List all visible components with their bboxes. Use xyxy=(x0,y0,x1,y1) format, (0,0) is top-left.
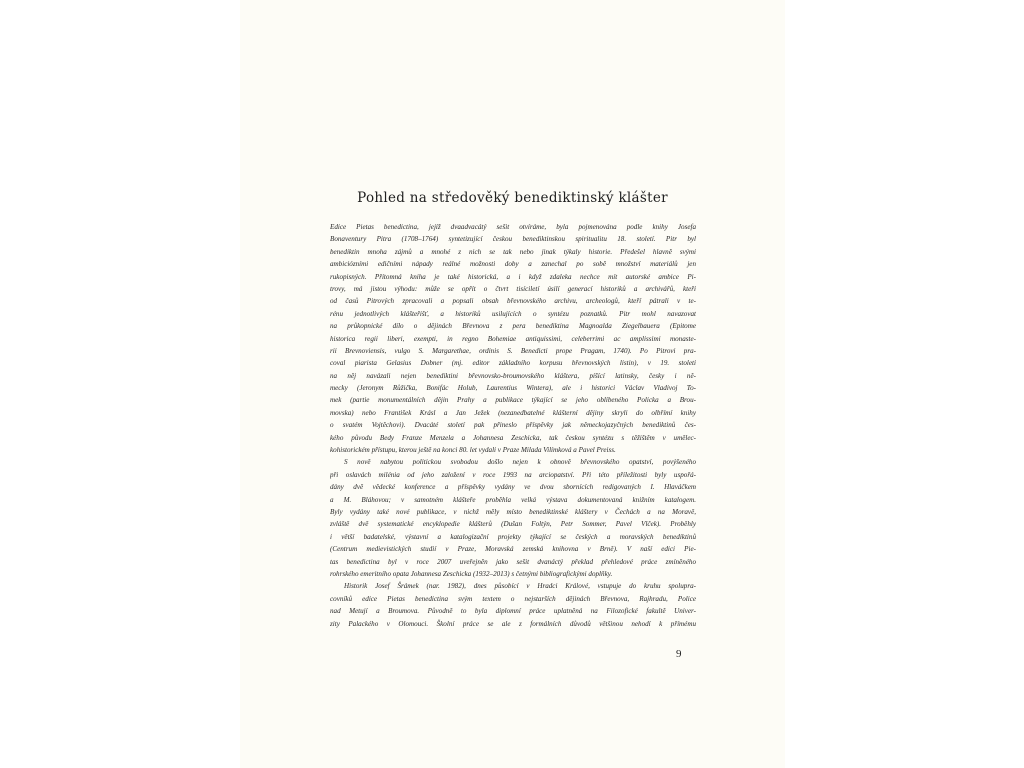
text-line: tas benedictina byl v roce 2007 uveřejněn jako sešit dvanáctý překlad přehledové práce zmíněného xyxy=(330,557,696,566)
text-line: dány dvě vědecké konference a příspěvky vydány ve dvou sbornících redigovaných I. Hlaváčkem xyxy=(330,483,696,492)
page-number: 9 xyxy=(676,648,682,660)
text-line: historica regii liberi, exempti, in regno Bohemiae antiquissimi, celeberrimi ac amplissimi monaste- xyxy=(330,334,696,343)
text-line: rii Brevnoviensis, vulgo S. Margarethae, ordinis S. Benedicti prope Pragam, 1740). Po Pitrovi pra- xyxy=(330,346,696,355)
text-line: na průkopnické dílo o dějinách Břevnova z pera benediktina Magnoalda Ziegelbauera (Epitome xyxy=(330,322,696,331)
text-line: coval piarista Gelasius Dobner (mj. editor základního korpusu břevnovských listin), v 19. století xyxy=(330,359,696,368)
text-line: rohrského emeritního opata Johannesa Zeschicka (1932–2013) s četnými bibliografickými doplňky. xyxy=(330,569,613,578)
text-line: trovy, má jistou výhodu: může se opřít o čtvrt tisíciletí úsilí generací historiků a archivářů, kteří xyxy=(330,284,696,293)
body-text xyxy=(330,221,696,630)
text-line: mecky (Jeronym Růžička, Bonifác Holub, Laurentius Wintera), ale i historici Václav Vladivoj To- xyxy=(330,384,696,393)
text-line: o svatém Vojtěchovi). Dvacáté století pak přineslo příspěvky jak německojazyčných benediktinů čes- xyxy=(330,421,696,430)
text-line: kého původu Bedy Franze Menzela a Johannesa Zeschicka, tak českou syntézu s těžištěm v umělec- xyxy=(330,433,696,442)
text-line: rukopisných. Přítomná kniha je také historická, a i když zdaleka nechce mít autorské ambice Pi- xyxy=(330,272,696,281)
text-line: nad Metují a Broumova. Původně to byla diplomní práce uplatněná na Filozofické fakultě Univer- xyxy=(330,607,696,616)
text-line: covníků edice Pietas benedictina svým textem o nejstarších dějinách Břevnova, Rajhradu, Police xyxy=(330,594,696,603)
text-line: na něj navázali nejen benediktini břevnovsko-broumovského kláštera, píšící latinsky, česky i ně- xyxy=(330,371,696,380)
text-line: rénu jednotlivých klášteřišť, a historiků usilujících o syntézu poznatků. Pitr mohl navazovat xyxy=(330,309,696,318)
text-line: při oslavách milénia od jeho založení v roce 1993 na arciopatství. Při této příležitosti byly uspořá- xyxy=(330,470,696,479)
text-line: i větší badatelské, výstavní a katalogizační projekty týkající se českých a moravských benediktinů xyxy=(330,532,696,541)
text-line: zvláště dvě systematické encyklopedie klášterů (Dušan Foltýn, Petr Sommer, Pavel Vlček). Proběhly xyxy=(330,520,696,529)
text-line: Edice Pietas benedictina, jejíž dvaadvacátý sešit otvíráme, byla pojmenována podle knihy Josefa xyxy=(330,223,696,231)
text-line: mek (partie monumentálních dějin Prahy a publikace týkající se jeho oblíbeného Policka a Brou- xyxy=(330,396,696,405)
text-line: Historik Josef Šrámek (nar. 1982), dnes působící v Hradci Králové, vstupuje do kruhu spolupra- xyxy=(344,582,696,591)
text-line: ambiciózními edičními nápady reálné možnosti doby a zanechal po sobě množství materiálů jen xyxy=(330,260,696,269)
text-line: S nově nabytou politickou svobodou došlo nejen k obnově břevnovského opatství, povýšeného xyxy=(344,458,696,467)
text-line: (Centrum medievistických studií v Praze, Moravská zemská knihovna v Brně). V naší edici Pie- xyxy=(330,545,696,554)
text-line: od časů Pitrových zpracovali a popsali obsah břevnovského archivu, archeologů, kteří pátrali v te- xyxy=(330,297,696,306)
text-line: Bonaventury Pitra (1708–1764) syntetizující českou benediktinskou spiritualitu 18. století. Pitr byl xyxy=(330,235,696,244)
text-line: a M. Bláhovou; v samotném klášteře proběhla velká výstava dokumentovaná knižním katalogem. xyxy=(330,495,696,504)
text-line: movska) nebo František Krásl a Jan Ježek (nezanedbatelné klášterní dějiny skryli do olbřímí knihy xyxy=(330,408,696,417)
text-line: zity Palackého v Olomouci. Školní práce se ale z formálních důvodů většinou nehodí k přímému xyxy=(330,619,696,628)
text-line: Byly vydány také nové publikace, v nichž měly místo benediktinské kláštery v Čechách a na Moravě, xyxy=(330,507,696,516)
text-line: benediktin mnoha zájmů a mnohé z nich se tak nebo jinak týkaly historie. Předešel hlavně svými xyxy=(330,247,696,256)
text-line: kohistorickém přístupu, kterou ještě na konci 80. let vydali v Praze Milada Vilímková a Pavel Preiss. xyxy=(330,446,616,455)
chapter-title: Pohled na středověký benediktinský klášter xyxy=(357,190,668,206)
